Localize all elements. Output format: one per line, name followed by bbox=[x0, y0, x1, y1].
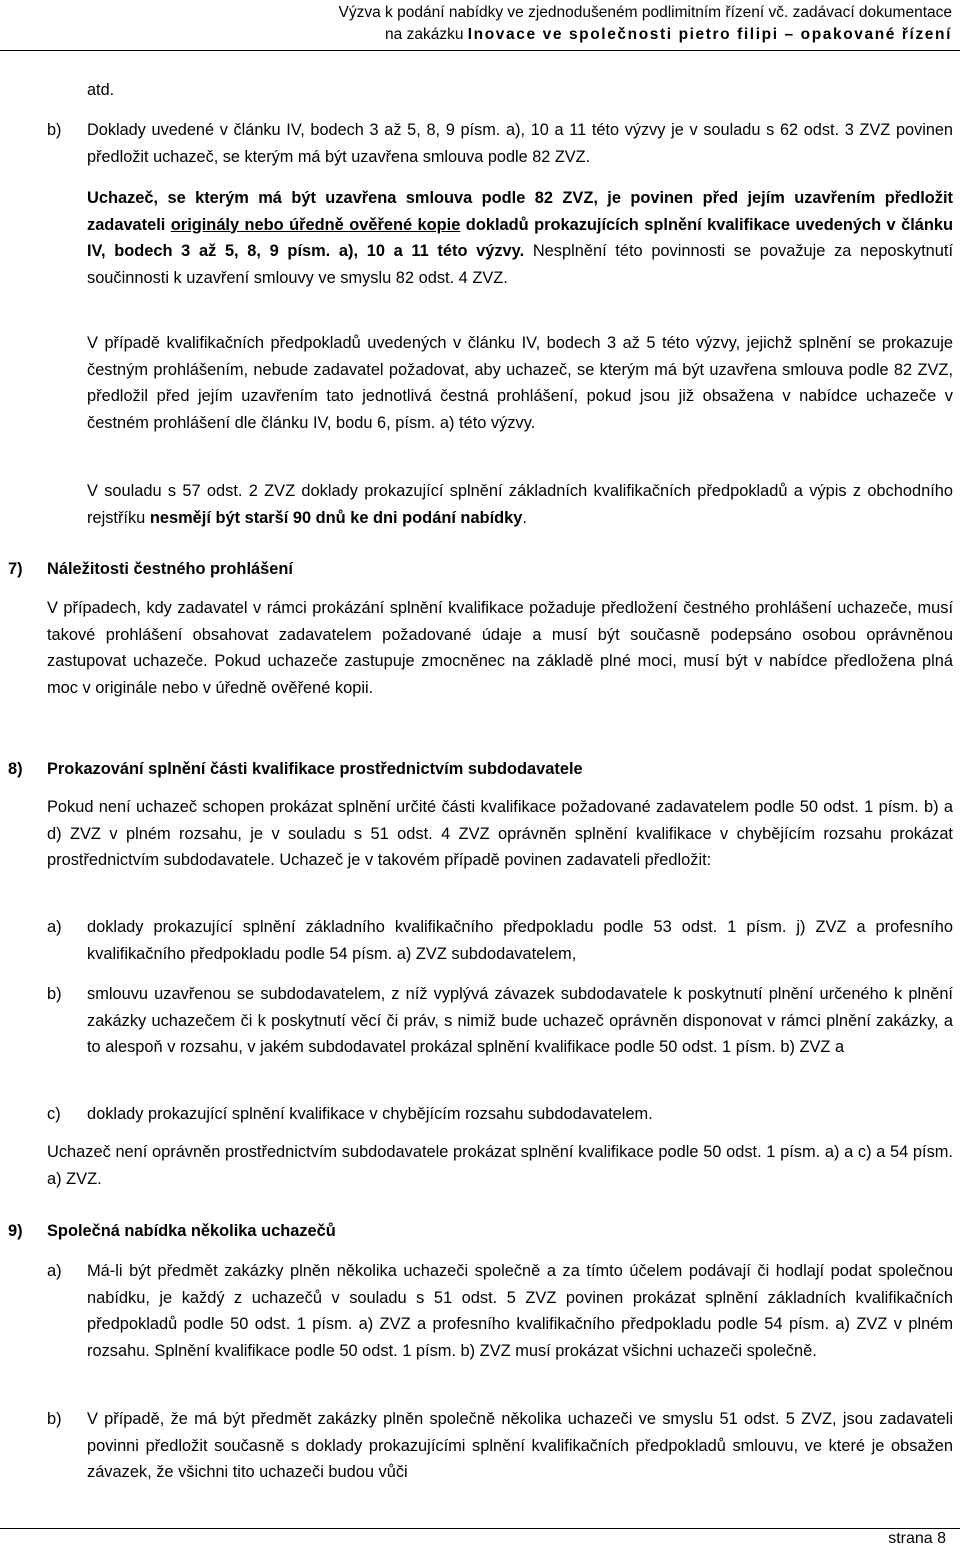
originals-underlined: originály nebo úředně ověřené kopie bbox=[170, 215, 461, 234]
header-contract-title: Inovace ve společnosti pietro filipi – opakované řízení bbox=[467, 26, 952, 43]
section-8-title: Prokazování splnění části kvalifikace prostřednictvím subdodavatele bbox=[47, 760, 583, 778]
header-divider bbox=[0, 50, 960, 51]
section-8-item-a-text: doklady prokazující splnění základního kvalifikačního předpokladu podle 53 odst. 1 písm. j) ZVZ a profesního kvalifikačního předpokladu podle 54 písm. a) ZVZ subdodavatelem, bbox=[87, 918, 953, 963]
registry-bold: nesmějí být starší 90 dnů ke dni podání nabídky bbox=[149, 508, 523, 527]
section-8-item-b-text: smlouvu uzavřenou se subdodavatelem, z níž vyplývá závazek subdodavatele k poskytnutí plnění určeného k plnění zakázky uchazečem či k poskytnutí věcí či práv, s nimiž bude uchazeč oprávněn disponovat v rámci plnění zakázky, a to alespoň v rozsahu, v jakém subdodavatel prokázal splnění kvalifikace podle 50 odst. 1 písm. b) ZVZ a bbox=[87, 985, 953, 1056]
section-7-number: 7) bbox=[8, 560, 23, 578]
section-7-text: V případech, kdy zadavatel v rámci prokázání splnění kvalifikace požaduje předložení čestného prohlášení uchazeče, musí takové prohlášení obsahovat zadavatelem požadované údaje a musí být současně podepsáno osobou oprávněnou zastupovat uchazeče. Pokud uchazeče zastupuje zmocněnec na základě plné moci, musí být v nabídce předložena plná moc v originále nebo v úředně ověřené kopii. bbox=[47, 599, 953, 697]
section-9-item-b-label: b) bbox=[47, 1410, 62, 1428]
section-8-intro: Pokud není uchazeč schopen prokázat splnění určité části kvalifikace požadované zadavatelem podle 50 odst. 1 písm. b) a d) ZVZ v plném rozsahu, je v souladu s 51 odst. 4 ZVZ oprávněn splnění kvalifikace v chybějícím rozsahu prokázat prostřednictvím subdodavatele. Uchazeč je v takovém případě povinen zadavateli předložit: bbox=[47, 798, 953, 869]
page-header bbox=[339, 2, 952, 46]
registry-normal: V souladu s 57 odst. 2 ZVZ doklady prokazující splnění základních kvalifikačních předpokladů a výpis z obchodního rejstříku bbox=[87, 482, 953, 527]
section-9-number: 9) bbox=[8, 1222, 23, 1240]
section-9-item-a-label: a) bbox=[47, 1262, 62, 1280]
originals-bold-b: dokladů prokazujících splnění kvalifikace uvedených v článku IV, bodech 3 až 5, 8, 9 písm. a), 10 a 11 této výzvy. bbox=[87, 215, 954, 260]
continuation-atd: atd. bbox=[87, 81, 115, 99]
registry-paragraph bbox=[87, 478, 953, 531]
section-9-title: Společná nabídka několika uchazečů bbox=[47, 1222, 336, 1240]
originals-paragraph bbox=[87, 185, 953, 291]
section-8-item-c-label: c) bbox=[47, 1105, 61, 1123]
footer-divider bbox=[0, 1528, 960, 1529]
item-b-label: b) bbox=[47, 121, 62, 139]
item-b-text: Doklady uvedené v článku IV, bodech 3 až 5, 8, 9 písm. a), 10 a 11 této výzvy je v souladu s 62 odst. 3 ZVZ povinen předložit uchazeč, se kterým má být uzavřena smlouva podle 82 ZVZ. bbox=[87, 121, 953, 166]
section-9-item-b-text: V případě, že má být předmět zakázky plněn společně několika uchazeči ve smyslu 51 odst. 5 ZVZ, jsou zadavateli povinni předložit současně s doklady prokazujícími splnění kvalifikačních předpokladů smlouvu, ve které je obsažen závazek, že všichni tito uchazeči budou vůči bbox=[87, 1410, 953, 1481]
header-prefix: na zakázku bbox=[385, 26, 468, 43]
section-9-item-a-text: Má-li být předmět zakázky plněn několika uchazeči společně a za tímto účelem podávají či hodlají podat společnou nabídku, je každý z uchazečů v souladu s 51 odst. 5 ZVZ povinen prokázat splnění základních kvalifikačních předpokladů podle 50 odst. 1 písm. a) ZVZ a profesního kvalifikačního předpokladu podle 54 písm. a) ZVZ v plném rozsahu. Splnění kvalifikace podle 50 odst. 1 písm. b) ZVZ musí prokázat všichni uchazeči společně. bbox=[87, 1262, 953, 1360]
header-line-1: Výzva k podání nabídky ve zjednodušeném podlimitním řízení vč. zadávací dokumentace bbox=[338, 4, 952, 21]
originals-bold-a: Uchazeč, se kterým má být uzavřena smlouva podle 82 ZVZ, je povinen před jejím uzavřením předložit zadavateli bbox=[87, 189, 953, 234]
declarations-paragraph: V případě kvalifikačních předpokladů uvedených v článku IV, bodech 3 až 5 této výzvy, jejichž splnění se prokazuje čestným prohlášením, nebude zadavatel požadovat, aby uchazeč, se kterým má být uzavřena smlouva podle 82 ZVZ, předložil před jejím uzavřením tato jednotlivá čestná prohlášení, pokud jsou již obsažena v nabídce uchazeče v čestném prohlášení dle článku IV, bodu 6, písm. a) této výzvy. bbox=[87, 334, 953, 432]
section-8-item-b-label: b) bbox=[47, 985, 62, 1003]
section-7-title: Náležitosti čestného prohlášení bbox=[47, 560, 293, 578]
registry-end: . bbox=[522, 508, 527, 527]
section-8-number: 8) bbox=[8, 760, 23, 778]
section-8-item-a-label: a) bbox=[47, 918, 62, 936]
page-number: strana 8 bbox=[888, 1530, 946, 1547]
section-8-closing: Uchazeč není oprávněn prostřednictvím subdodavatele prokázat splnění kvalifikace podle 50 odst. 1 písm. a) a c) a 54 písm. a) ZVZ. bbox=[47, 1143, 953, 1188]
section-8-item-c-text: doklady prokazující splnění kvalifikace v chybějícím rozsahu subdodavatelem. bbox=[87, 1105, 653, 1123]
header-line-2 bbox=[339, 24, 952, 46]
originals-normal: Nesplnění této povinnosti se považuje za neposkytnutí součinnosti k uzavření smlouvy ve smyslu 82 odst. 4 ZVZ. bbox=[87, 242, 953, 287]
